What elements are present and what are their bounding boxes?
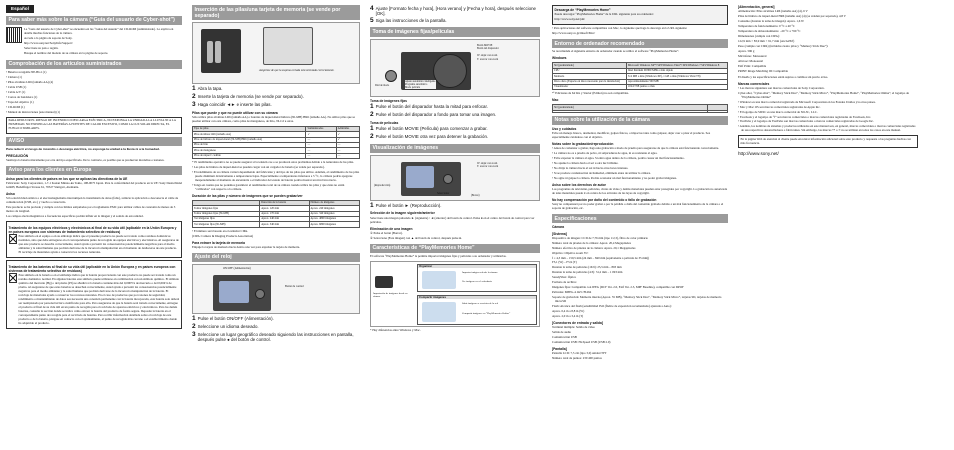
table-cell: Microsoft Windows XP*¹ SP3/Windows Vista*² SP2/Windows 7 SP1/Windows 8 [626,63,727,68]
step-text: Pulse el botón ON/OFF (Alimentación). [197,316,274,322]
column-3 [370,5,540,334]
spec-line: Micrófono: Monoaural [738,53,767,58]
spec-line: Número total de puntos: 230 400 puntos [552,356,602,361]
table-cell: Pilas de litio [193,142,306,147]
movie-shooting-title: Toma de películas [370,120,399,125]
numbered-step [370,6,540,16]
playmemories-text: El software “PlayMemories Home” le permite importar imágenes fijas y películas a su ordenador y utilizarlas. [370,253,507,258]
weee-text: Este símbolo en el equipo o en su embalaje indica que el presente producto no puede ser tratado como residuos domésticos normales, sino que debe entregarse en el correspondiente punto de recogida de equipos eléctricos y electrónicos. Al asegurarse de que este producto se desecha correctamente, usted ayuda a prevenir las consecuencias potencialmente negativas para el medio ambiente y la salud humana que podrían derivarse de la incorrecta manipulación en el momento de deshacerse de este producto. El reciclaje de materiales ayuda a conservar los recursos naturales. [18,234,179,254]
pc-screen-illustration [422,271,456,289]
no-compensation-text: Sony no compensará por no poder grabar o por la pérdida o daño del contenido grabado debido a un mal funcionamiento de la cámara o el soporte de grabación, etc. [552,202,724,211]
step-number: 1 [192,85,196,93]
mac-title: Mac [552,98,559,103]
recording-note: • Antes de comenzar a grabar, haga una grabación a modo de prueba para asegurarse de que la cámara está funcionando correctamente. [552,146,719,151]
eu-aviso-text: Si la electricidad estática o el electromagnetismo interrumpen la transmisión de datos (fallo), reinicie la aplicación o desconecte el cable de comunicación (USB, etc.) y vuelva a conectarlo. [6,196,179,205]
section-aviso: AVISO [6,137,182,146]
supplied-item: • Tapa del objetivo (1) [6,99,34,104]
lens-illustration [433,54,467,88]
step-text: Abra la tapa. [197,86,223,92]
section-user-guide: Para saber más sobre la cámara (“Guía del usuario de Cyber-shot”) [6,16,182,25]
trademark-line: • Mac y Mac OS son marcas comerciales registradas de Apple Inc. [738,104,821,109]
recording-notes-list [552,147,728,181]
spec-line: Aprox. 596 g [738,48,755,53]
spec-line: Soporte de grabación: Memoria interna (Aprox. 55 MB), “Memory Stick Duo”, “Memory Stick Micro”, tarjetas SD, tarjetas de memoria microSD [552,295,722,304]
spec-line: Dispositivo de imagen: CCD de 7,76 mm (tipo 1/2,3), filtro de color primario [552,235,648,240]
supplied-item: • Cable A/V (1) [6,89,26,94]
view-zoom-t: T: acercar con zoom [477,165,499,169]
numbered-step [192,94,360,101]
trademark-line: • El logotipo de SDXC es una marca comercial de SD-3C, LLC. [738,109,818,114]
mac-download-note: • Para aplicaciones del software compatibles con Mac, lo siguiente que haga la descarga en la URL siguiente: [552,26,688,31]
spec-line: Temperatura de funcionamiento: 0 °C a 40 °C [738,24,795,29]
battery-note: • El rendimiento de su cámara variará dependiendo del fabricante y del tipo de las pilas que utilice. Además, el rendimiento de las pilas puede disminuir drásticamente a temperaturas bajas. Especialmente a temperaturas inferiores a 5 °C, la cámara podría apagarse inesperadamente al momento de encenderla o el indicador del estado de batería podría mostrar un nivel incorrecto. [192,169,360,182]
supplied-item: • Cable USB (1) [6,84,27,89]
online-label: Compartir imágenes en “PlayMemories Online” [462,311,511,315]
crossed-bin-icon [9,234,17,244]
battery-note: • Tenga en cuenta que no podemos garantizar el rendimiento total de su cámara cuando utilice las pilas y que éstas no están "calibradas" con respecto a la cámara. [192,182,345,191]
care-text: Evite un manejo brusco, desmontar, modificar, golpes físicos, o impactos tales como golpear, dejar caer o pisar el producto. Sea especialmente cuidadoso con el objetivo. [552,131,711,139]
numbered-step [192,86,360,93]
eu-subtitle: Aviso para los clientes de países en los que se aplican las directivas de la UE [6,177,128,182]
spec-line: Comunicación USB: Hi-Speed USB (USB 2.0) [552,340,611,344]
step-text: Siga las instrucciones de la pantalla. [375,17,447,23]
spec-line: Consumo (durante la toma de imagen): Aprox. 1,6 W [738,19,804,24]
numbered-step [192,324,360,331]
spec-display-list [552,352,728,361]
control-button-icon[interactable] [255,289,265,299]
trademark-line: • Las marcas siguientes son marcas comerciales de Sony Corporation. [738,85,825,90]
aviso-text: Para reducir el riesgo de incendio o descarga eléctrica, no exponga la unidad a la lluvia ni a la humedad. [6,146,160,151]
precaucion-title: PRECAUCIÓN [6,153,29,158]
table-row [553,84,728,89]
insertion-steps [192,86,360,108]
mode-list [405,80,436,89]
table-cell: SO (preinstalado) [553,105,708,110]
onoff-label: ON/OFF (Alimentación) [223,267,251,271]
section-europe: Aviso para los clientes en Europa [6,166,182,175]
pc-screen-illustration [422,302,456,322]
eu-em-text: Los campos electromagnéticos a frecuencias específicas podrán influir en la imagen y el sonido de esta unidad. [6,214,144,219]
precaucion-text: Sustituya la batería únicamente por otra del tipo especificado. De lo contrario, es posible que se produzcan incendios o lesiones. [6,157,165,162]
trademarks-title: Marcas comerciales [738,81,770,86]
control-button-label: Botón de control [285,285,304,289]
spec-io-list [552,326,728,345]
spec-line: Salida de audio [552,330,572,335]
step-number: 2 [192,93,196,101]
download-title: Descarga de “PlayMemories Home” [554,7,611,12]
table-cell: Aprox. 120 min [260,206,309,211]
supplied-item: • Cámara (1) [6,75,22,80]
step-number: 5 [370,16,374,24]
section-supplied-items: Comprobación de los artículos suministrados [6,60,182,69]
view-zoom-w: W: alejar con zoom [477,161,498,165]
pc-environment-text: Se recomienda el siguiente entorno de ordenador cuando se utilice el software “PlayMemories Home”. [552,49,680,54]
spec-line: F3,1 (W) – F5,9 (T) [552,260,577,265]
table-cell: Aproximadamente 500 MB [626,79,727,84]
recording-note: • Si se produce condensación de humedad, elimínela antes de utilizar la cámara. [552,170,651,175]
table-cell: Admitidas [336,126,359,131]
table-cell: Pilas de manganeso [193,148,306,153]
supplied-item: • Pilas alcalinas LR6 (tamaño AA) (4) [6,79,54,84]
table-cell: Aprox. 6800 imágenes [309,222,359,227]
table-cell: Aprox. 340 imágenes [309,211,359,216]
spec-change-note: El diseño y las especificaciones están sujetos a cambios sin previo aviso. [738,74,829,79]
section-usage-notes: Notas sobre la utilización de la cámara [552,116,728,125]
step-number: 4 [370,5,374,13]
spec-line: Número efectivo de píxeles de la cámara: Aprox. 20,1 Megapíxeles [552,245,636,250]
eu-manufacturer: Fabricante: Sony Corporation, 1-7-1 Konan Minato-ku Tokio, 108-0075 Japón. Para la conformidad del producto en la UE: Sony Deutschland GmbH, Hedelfinger Strasse 61, 70327 Stuttgart, Alemania. [6,181,182,190]
card-slot-closeup [263,27,313,65]
battery-notes [192,161,360,192]
table-cell: CPU [553,68,627,73]
battery-life-notes [192,230,360,239]
playmemories-figure [370,261,540,327]
share-panel [417,295,537,325]
table-cell: Aprox. 340 min [260,222,309,227]
trademark-line: Cyber-shot, “Cyber-shot”, “Memory Stick Duo”, “Memory Stick Micro”, “PlayMemories Home”, “PlayMemories Online”, el logotipo de “PlayMemories Online” [738,90,910,99]
spec-line: Flash: Alcance del flash (sensibilidad ISO (Índice de exposición recomendado) ajustada a Auto): [552,304,672,309]
windows-title: Windows [552,56,567,61]
shooting-labels [477,44,499,61]
step-number: 2 [370,133,374,141]
share-title: Compartir imágenes [418,296,536,300]
zoom-w-label: W: alejar con zoom [477,54,498,58]
spec-line: Comunicación USB [552,335,577,340]
spec-line: Altavoz: Monoaural [738,58,764,63]
mode-dial-label: Dial de modo [375,83,390,87]
spec-line: Peso (cumple con CIPA) (incluidas cuatro pilas y “Memory Stick Duo”): [738,43,829,48]
column-5 [738,5,918,157]
table-cell: Memoria [553,74,627,79]
section-pc-environment: Entorno de ordenador recomendado [552,39,728,48]
table-cell: Ver imágenes fijas [193,217,260,222]
step-text: Ajuste [Formato fecha y hora], [Hora verano] y [Fecha y hora], después seleccione [OK]. [375,6,536,17]
select-image-text: Seleccione una imagen pulsando ► (siguiente) / ◄ (anterior) del botón de control. Pulse ● en el centro del botón de control para ver películas. [370,215,535,224]
table-cell: Tipo de pilas [193,126,306,131]
trademark-line: • Además, los nombres de sistemas y productos utilizados en este manual son, en general, marcas comerciales o marcas comerciales registradas de sus respectivos desarrolladores o fabricantes. Sin embargo, las marcas ™ o ® no se utilizan en todos los casos en este manual. [738,124,916,133]
spec-line: Aprox. 0,4 m a 8,8 m (W) [552,309,585,314]
battery-icon [215,41,221,63]
clock-figure [192,264,360,314]
table-cell: — [336,148,359,153]
section-viewing: Visualización de imágenes [370,144,540,153]
step-text: Pulse el botón del disparador a fondo para tomar una imagen. [375,112,497,118]
weee-box [6,221,182,258]
step-text: Pulse el botón del disparador hasta la mitad para enfocar. [375,104,488,110]
numbered-step [370,18,540,25]
spec-camera-title: Cámara [552,225,565,230]
recording-note: • No agite ni golpee la cámara. Podría ocasionar un mal funcionamiento y no poder grabar imágenes. [552,175,677,180]
numbered-step [370,112,540,119]
recording-note: • La cámara no es a prueba de polvo, ni salpicaduras de agua, ni es resistente al agua. [552,151,658,156]
download-box [552,5,728,25]
battery-title: Tratamiento de las baterías al final de su vida útil (aplicable en la Unión Europea y en países europeos con sistemas de tratamiento selectivo de residuos) [8,264,176,274]
table-row [193,153,360,158]
mode-dial-icon[interactable] [385,70,397,82]
table-cell: Tomar imágenes fijas (Ni-MH) [193,211,260,216]
spec-system-title: [Sistema] [552,231,567,236]
table-cell [707,110,727,112]
user-guide-step-2: Seleccione su país o región. [24,45,59,50]
spec-line: Número total de píxeles de la cámara: Aprox. 20,4 Megapíxeles [552,240,631,245]
user-guide-step-3: Busque el nombre del modelo de su cámara en la página de soporte. [24,50,109,55]
import-caption: Importación de imágenes desde su cámara [373,291,408,298]
battery-icon [207,41,213,63]
table-cell: Número de imágenes [309,200,359,205]
playback-step-text: Pulse el botón ► (Reproducción). [375,202,442,208]
delete-image-title: Eliminación de una imagen [370,226,413,231]
recording-note: • Evite exponer la cámara al agua. Si entra agua dentro de la cámara, podría causar un mal funcionamiento. [552,156,685,161]
battery-type-table [192,126,360,159]
table-cell: Tomar imágenes fijas [193,206,260,211]
spec-line: Aprox. 2,0 m a 3,4 m (T) [552,313,584,318]
battery-note: * El rendimiento operativo no se puede asegurar si la tensión cae o se producen otros problemas debido a la naturaleza de las pilas. [192,160,355,165]
spec-line: Dimensiones (cumple con CIPA): [738,33,780,38]
playback-step: 1 Pulse el botón ► (Reproducción). [370,201,442,209]
spec-line: Objetivo: Objetivo zoom 35× [552,250,589,255]
still-shooting-steps [370,104,540,118]
supplied-items-list [6,71,182,115]
warning-box: PARA REDUCIR EL RIESGO DE INCENDIO O DESCARGA ELÉCTRICA, NO EXPONGA LA UNIDAD A LA LLUVIA NI A LA HUMEDAD. NO EXPONGA LAS BATERÍAS A FUENTES DE CALOR EXCESIVO, COMO LA LUZ SOLAR DIRECTA, EL FUEGO O SIMILARES. [6,117,182,134]
power-title: [Alimentación, general] [738,5,775,9]
battery-life-table [192,200,360,228]
recording-note: • No apunte la cámara hacia el sol u otra luz brillante. [552,160,619,165]
step-number: 1 [192,315,196,323]
numbered-step [192,316,360,323]
qr-code-icon [6,27,22,43]
section-shooting: Toma de imágenes fijas/películas [370,27,540,36]
step-number: 2 [370,111,374,119]
windows-table [552,62,728,90]
spec-line: Alimentación: Pilas alcalinas LR6 (tamaño AA) (4), 6 V [738,9,808,14]
table-row [553,110,728,112]
remove-card-title: Para extraer la tarjeta de memoria [192,240,245,245]
column-2 [192,5,360,343]
lcd-screen [406,166,434,188]
playback-label: (Reproducción) [374,183,391,187]
spec-line: Temperatura de almacenamiento: –20 °C a +60 °C [738,29,801,34]
table-cell: 512 MB o más (Windows XP), 1 GB o más (Windows Vista/7/8) [626,74,727,79]
calendar-label: Ver imágenes en el calendario [462,279,492,283]
battery-life-note: • El número será basado en el estándar CIPA. [192,228,249,233]
step-number: 3 [192,330,196,338]
spec-line: Películas: MPEG-4 AVC/H.264 [552,290,592,295]
recording-note: • No dirija la cámara hacia el sol ni hacia otras luces intensas. [552,165,629,170]
batteries-text: Sólo utilice pilas alcalinas LR6 (tamaño AA) o baterías de níquel-metal hidruro (Ni-MH) HR6 (tamaño AA). No utilice pilas que se puedan utilizar con esta cámara, como pilas de manganeso, de litio, Ni-Cd u otras. [192,114,355,123]
card-orientation-caption: Asegúrese de que la esquina cortada está orientada correctamente. [259,69,335,73]
user-guide-step-1: Acceda a la página de soporte de Sony. [24,36,73,41]
table-cell: — [306,153,336,158]
care-title: Uso y cuidados [552,126,577,131]
movie-button-label: Botón MOVIE [477,43,493,47]
column-1 [6,5,182,331]
section-insert-batteries: Inserción de las pilas/una tarjeta de memoria (se vende por separado) [192,5,360,20]
table-cell: ✓ [336,137,359,142]
viewing-zoom-labels [477,162,498,169]
spec-io-title: [Conectores de entrada y salida] [552,320,603,325]
numbered-step [192,332,360,342]
supplied-item: • Correa de bandolera (1) [6,94,38,99]
spec-line: SteadyShot: Óptico [552,275,577,280]
import-label: Importar imágenes desde la cámara [462,270,498,274]
table-cell: Intel Pentium III 800 MHz o más rápido [626,68,727,73]
download-text: Puede descargar “PlayMemories Home” de la URL siguiente para su ordenador: [554,11,654,16]
mac-download-url[interactable]: http://www.sony.co.jp/imsoft/Mac/ [552,31,596,36]
camera-icon [375,276,393,288]
trademarks-list [738,87,918,134]
step-number: 3 [192,101,196,109]
table-cell: — [336,153,359,158]
spec-line: Terminal múltiple: Salida de vídeo [552,325,595,330]
recording-notes-title: Notas sobre la grabación/reproducción [552,141,614,146]
step-text: Pulse el botón MOVIE (Película) para comenzar a grabar. [375,126,488,132]
supplied-item: • Manual de instrucciones (este manual) (1) [6,109,61,114]
step-text: Seleccione un lugar geográfico deseado siguiendo las instrucciones en pantalla, después pulse ● del botón de control. [197,331,354,342]
language-tag: Español [6,5,34,13]
table-cell [553,110,708,112]
trademark-line: • YouTube y el logotipo de YouTube son marcas comerciales o marcas comerciales registradas de Google Inc. [738,119,874,124]
table-cell: Pilas de níquel / cadmio [193,153,306,158]
step-number: 1 [370,103,374,111]
select-label: Seleccionar [437,191,450,195]
delete-step-1: ① Pulse el botón (Borrar). [370,230,403,235]
trademark-line: • Facebook y el logotipo de “f” son marcas comerciales o marcas comerciales registradas de Facebook, Inc. [738,114,872,119]
delete-label: (Borrar) [471,193,480,197]
table-cell: — [306,142,336,147]
control-button-icon[interactable] [443,174,453,184]
mode-dial-labels [375,84,389,87]
table-cell: Pilas alcalinas LR6 (tamaño AA) [193,132,306,137]
battery-note: • Las pilas de hidruro de níquel-metal se pueden cargar con un cargador de batería (se vende por separado). [192,164,325,169]
table-cell: — [306,148,336,153]
mode-movie: Modo película [405,85,421,89]
table-cell: Visualizador [553,84,627,89]
clock-steps-continued [370,6,540,24]
table-cell: SO (preinstalado) [553,63,627,68]
spec-line: f = 4,3 mm – 150,5 mm (24 mm – 840 mm (equivalente a película de 35 mm)) [552,255,650,260]
numbered-step [370,134,540,141]
spec-display-title: [Pantalla] [552,346,567,351]
copyright-text: Los programas de televisión, películas, cintas de vídeo y demás materiales pueden estar protegidos por copyright. La grabación no autorizada de tales materiales puede ir en contra de los artículos de las leyes de copyright. [552,187,728,195]
delete-step-2: ② Seleccione [Esta imagen] con ▲ del botón de control, después pulse ●. [370,235,462,240]
section-playmemories: Características de “PlayMemories Home” [370,244,540,253]
battery-life-title: Duración de las pilas y número de imágenes que se pueden grabar/ver [192,193,303,198]
select-image-title: Selección de la imagen siguiente/anterior [370,211,435,216]
user-guide-intro: La “Guía del usuario de Cyber-shot” se encuentra en las “Guías del usuario” del CD-ROM (suministrado). Le explica en detalle muchas funciones de la cámara. [24,27,174,36]
batteries-title: Pilas que puede y que no puede utilizar con su cámara [192,110,278,115]
table-cell: ✓ [306,132,336,137]
shooting-figure [370,39,540,97]
table-cell: — [306,137,336,142]
step-text: Inserte la tarjeta de memoria (se vende por separado). [197,94,304,100]
battery-life-note: (CIPA: Camera & Imaging Products Association) [192,233,254,238]
spec-line: 122,9 mm × 83,9 mm × 91,7 mm (An/Al/Prf) [738,38,795,43]
table-cell: Suministradas [306,126,336,131]
mode-program-auto: Programa automático [405,82,428,86]
copyright-title: Aviso sobre los derechos de autor [552,182,606,187]
windows-note: *¹ Ediciones de 64 bits y Starter (Edition) no son compatibles. [552,91,629,96]
table-cell: Aprox. 240 min [260,217,309,222]
spec-line: Imágenes fijas: Compatible con JPEG (DCF Ver. 2.0, Exif Ver. 2.3, MPF Baseline), compatible con DPOF [552,285,684,290]
lcd-screen [219,281,249,303]
organize-title: Organizar [418,265,536,269]
battery-insertion-figure [192,22,360,84]
movie-shooting-steps [370,126,540,140]
section-clock: Ajuste del reloj [192,253,360,262]
clock-steps [192,316,360,342]
table-cell: Aprox. 240 imágenes [309,206,359,211]
support-box: En la página Web de atención al cliente puede encontrar información adicional sobre este producto y respuesta a las preguntas hechas con más frecuencia. [738,135,918,148]
table-cell: Pilas de hidruro de níquel-metal (Ni-MH) HR6 (tamaño AA) [193,137,306,142]
spec-line: Pilas de hidruro de níquel-metal HR6 (tamaño AA) (4) (se venden por separado), 4,8 V [738,14,846,19]
spec-line: Durante la toma de películas (4:3): 31,2 mm – 1 093 mm [552,270,623,275]
step-text: Pulse el botón MOVIE otra vez para detener la grabación. [375,134,489,140]
zoom-t-label: T: acercar con zoom [477,57,499,61]
supplied-item: • Batería recargable NP-BG1 (1) [6,70,47,75]
spec-line: Durante la toma de películas (16:9): 25,5 mm – 893 mm [552,265,622,270]
sony-url[interactable]: http://www.sony.net/ [738,151,779,157]
crossed-bin-icon [9,273,17,283]
battery-text: Este símbolo en la batería o en el embalaje indica que la batería proporcionada con este producto no puede ser tratada como un residuo doméstico normal. En algunas baterías este símbolo puede utilizarse en combinación con un símbolo químico. El símbolo químico del mercurio (Hg) o del plomo (Pb) se añadirá si la batería contiene más del 0,0005% de mercurio o del 0,004% de plomo. Al asegurarse de que estas baterías se desechan correctamente, usted ayuda a prevenir las consecuencias potencialmente negativas para el medio ambiente y la salud humana que podrían derivarse de la incorrecta manipulación de la batería. El reciclaje de materiales ayuda a conservar los recursos naturales. En el caso de productos que por razones de seguridad, rendimiento o mantenimiento de datos sea necesaria una conexión permanente con la batería incorporada, esta batería solo deberá ser reemplazada por personal técnico cualificado para ello. Para asegurarse de que la batería será tratada correctamente, entregue el producto al final de su vida útil en un punto de recogida para el reciclado de aparatos eléctricos y electrónicos. Para las demás baterías, consulte la sección donde se indica cómo extraer la batería del producto de forma segura. Deposite la batería en el correspondiente punto de recogida para el reciclado de baterías. Para recibir información detallada sobre el reciclaje de este producto o de la batería, póngase en contacto con el ayuntamiento, el punto de recogida más cercano o el establecimiento donde ha adquirido el producto. [18,273,180,325]
table-cell: Ver imágenes fijas (Ni-MH) [193,222,260,227]
eu-aviso-title: Aviso [6,192,15,197]
no-compensation-title: No hay compensación por daño del contenido o fallo de grabación [552,197,657,202]
remove-card-text: Empuje la tarjeta de memoria hacia dentro una vez para expulsar la tarjeta de memoria. [192,244,300,249]
step-text: Seleccione un idioma deseado. [197,323,259,329]
table-cell: ✓ [336,132,359,137]
user-guide-block [6,27,182,57]
step-number: 2 [192,322,196,330]
download-url[interactable]: http://www.sony.net/pm/ [554,16,586,21]
playmemories-note: * Hay diferencias entre Windows y Mac. [370,327,421,332]
table-row [193,222,360,227]
viewing-figure [370,155,540,201]
eu-emc-text: Este producto se ha probado y cumple con los límites estipulados por el reglamento EMC para utilizar cables de conexión de menos de 3 metros de longitud. [6,205,176,214]
table-cell: Disco duro (Espacio en disco necesario para la instalación) [553,79,627,84]
numbered-step [370,126,540,133]
table-cell: Aprox. 170 min [260,211,309,216]
column-4 [552,5,728,362]
mac-table [552,104,728,112]
supplied-item: • CD-ROM (1) [6,104,25,109]
spec-line: Pantalla LCD: 7,5 cm (tipo 3,0) unidad TFT [552,351,607,356]
spec-line: Exif Print: Compatible [738,63,767,68]
section-specifications: Especificaciones [552,214,728,223]
spec-system-list [552,237,728,319]
step-number: 1 [370,125,374,133]
table-cell: Duración de la batería [260,200,309,205]
weee-title: Tratamiento de los equipos eléctricos y electrónicos al final de su vida útil (aplicable en la Unión Europea y en países europeos con sistemas de tratamiento selectivo de residuos) [8,225,177,234]
trademark-line: • Windows es una marca comercial registrada de Microsoft Corporation en los Estados Unidos y/u otros países. [738,99,876,104]
numbered-step [370,104,540,111]
still-shooting-title: Toma de imágenes fijas [370,98,407,103]
shutter-button-label: Botón del disparador [477,47,499,50]
battery-box [6,260,182,329]
spec-line: PRINT Image Matching III: Compatible [738,68,788,73]
table-cell: 1024×768 puntos o más [626,84,727,89]
step-text: Haga coincidir ◄► e inserte las pilas. [197,102,272,108]
table-cell: — [336,142,359,147]
power-spec-list [738,10,918,73]
table-cell: Aprox. 4800 imágenes [309,217,359,222]
numbered-step [192,102,360,109]
organize-panel [417,264,537,292]
mode-intelligent-auto: Ajuste automático inteligente [405,79,436,83]
spec-line: Formato de archivo: [552,280,578,285]
support-url[interactable]: http://www.sony.net/SonyInfo/Support/ [24,40,73,45]
upload-label: Subir imágenes a servicios de la red [462,301,498,305]
